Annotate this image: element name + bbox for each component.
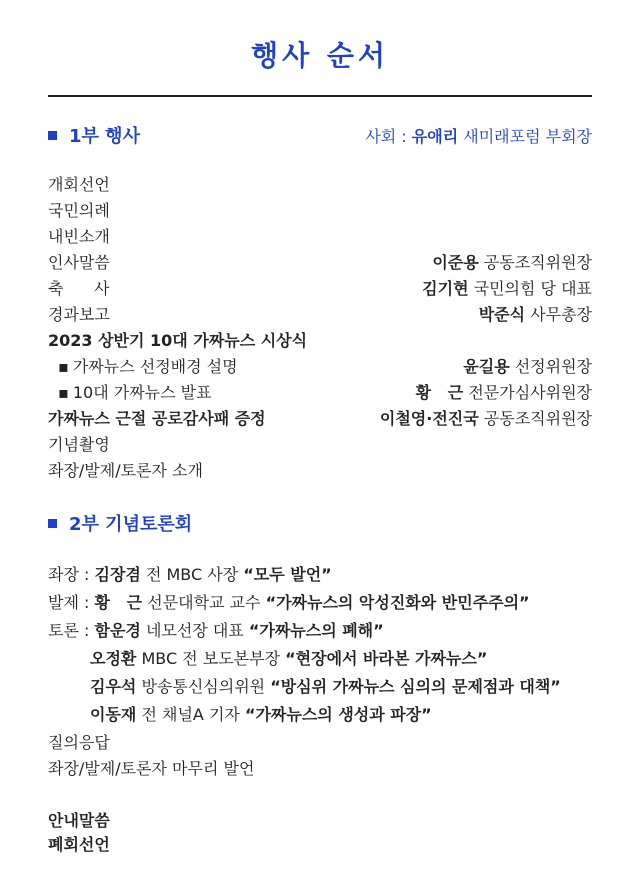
program-subitem: ▪ 10대 가짜뉴스 발표 황 근 전문가심사위원장 [48,380,592,406]
part1-host: 사회 : 유애리 새미래포럼 부회장 [365,127,592,146]
part1-heading: 1부 행사 [48,124,140,150]
page-title: 행사 순서 [251,39,389,72]
program-item: 기념촬영 [48,435,110,454]
presenter-line: 발제 : 황 근 선문대학교 교수 “가짜뉴스의 악성진화와 반민주주의” [48,593,530,612]
part2-header [48,512,592,538]
panel-line: 오정환 MBC 전 보도본부장 “현장에서 바라본 가짜뉴스” [90,649,488,668]
program-item: 국민의례 [48,201,110,220]
speaker: 김기현 국민의힘 당 대표 [422,279,592,298]
speaker: 박준식 사무총장 [478,305,592,324]
program-item: 좌장/발제/토론자 소개 [48,461,203,480]
program-item: 경과보고 박준식 사무총장 [48,302,592,328]
panel-line: 이동재 전 채널A 기자 “가짜뉴스의 생성과 파장” [90,705,432,724]
part1-header [48,124,592,150]
speaker: 이준용 공동조직위원장 [432,253,592,272]
program-item: 질의응답 [48,733,110,752]
speaker: 황 근 전문가심사위원장 [415,383,592,402]
program-item: 내빈소개 [48,227,110,246]
program-item: 개회선언 [48,175,110,194]
chair-line: 좌장 : 김장겸 전 MBC 사장 “모두 발언” [48,565,332,584]
speaker: 이철영·전진국 공동조직위원장 [379,409,592,428]
program-item: 축 사 김기현 국민의힘 당 대표 [48,276,592,302]
closing-item: 안내말씀 [48,811,110,830]
panel-line: 김우석 방송통신심의위원 “방심위 가짜뉴스 심의의 문제점과 대책” [90,677,561,696]
part2-heading: 2부 기념토론회 [48,512,192,538]
closing-item: 폐회선언 [48,835,110,854]
panel-line: 토론 : 함운경 네모선장 대표 “가짜뉴스의 폐해” [48,621,384,640]
program-item: 좌장/발제/토론자 마무리 발언 [48,759,255,778]
program-subitem: ▪ 가짜뉴스 선정배경 설명 윤길용 선정위원장 [48,354,592,380]
title-divider [48,95,592,97]
square-bullet-icon [48,131,57,140]
square-bullet-icon [48,519,57,528]
program-item: 가짜뉴스 근절 공로감사패 증정 이철영·전진국 공동조직위원장 [48,406,592,432]
award-title: 2023 상반기 10대 가짜뉴스 시상식 [48,331,308,350]
speaker: 윤길용 선정위원장 [463,357,592,376]
program-item: 인사말씀 이준용 공동조직위원장 [48,250,592,276]
